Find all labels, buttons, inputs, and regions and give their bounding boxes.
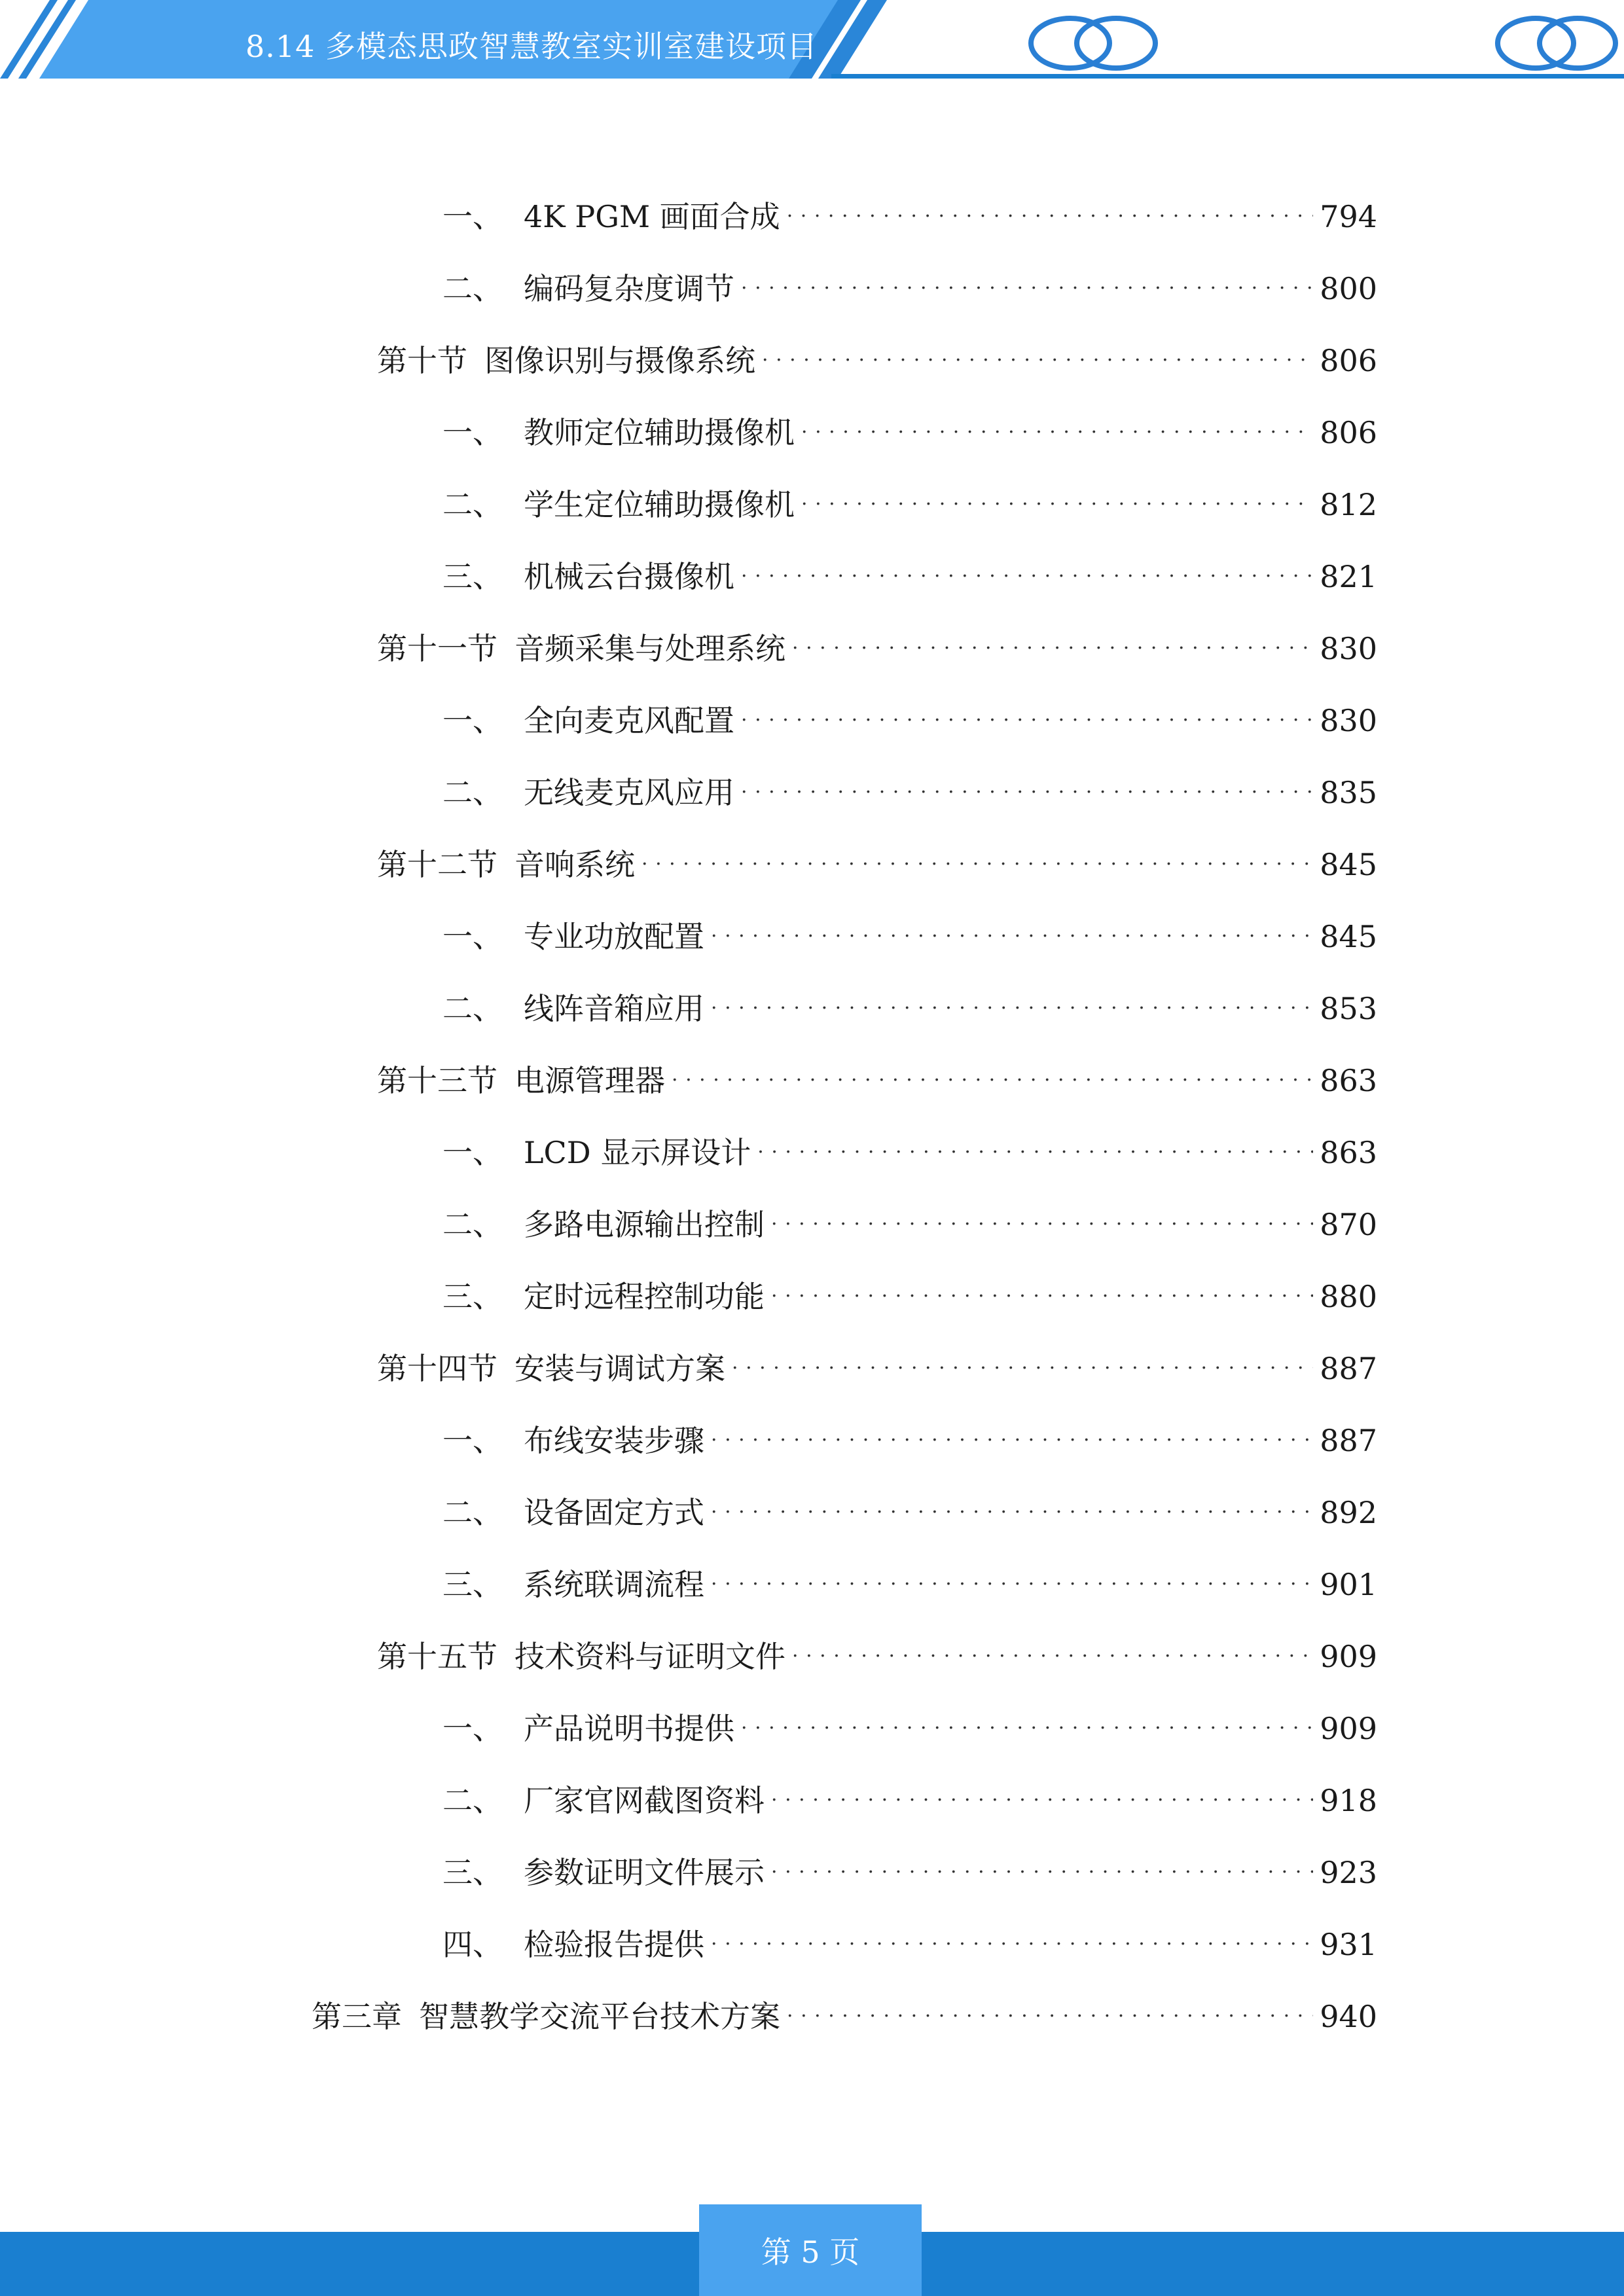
toc-entry-title: 4K PGM 画面合成 bbox=[524, 199, 780, 234]
toc-entry-page: 887 bbox=[1320, 1423, 1377, 1458]
toc-leader-dots bbox=[711, 987, 1313, 1030]
toc-entry-title: 定时远程控制功能 bbox=[524, 1279, 765, 1314]
toc-leader-dots bbox=[711, 1419, 1313, 1462]
toc-leader-dots bbox=[771, 1203, 1313, 1246]
toc-entry-number: 一、 bbox=[442, 703, 503, 738]
toc-entry[interactable] bbox=[442, 195, 1377, 238]
toc-entry-number: 一、 bbox=[442, 1135, 503, 1170]
toc-entry-page: 806 bbox=[1320, 343, 1377, 378]
toc-leader-dots bbox=[741, 699, 1313, 742]
toc-entry[interactable] bbox=[442, 1707, 1377, 1750]
toc-leader-dots bbox=[711, 1923, 1313, 1966]
page-number: 第 5 页 bbox=[699, 2204, 922, 2296]
toc-leader-dots bbox=[762, 339, 1313, 382]
toc-leader-dots bbox=[711, 915, 1313, 958]
toc-leader-dots bbox=[801, 483, 1313, 526]
toc-entry-number: 二、 bbox=[442, 1495, 503, 1530]
toc-entry-page: 892 bbox=[1320, 1495, 1377, 1530]
toc-entry[interactable] bbox=[442, 699, 1377, 742]
toc-leader-dots bbox=[771, 1779, 1313, 1822]
toc-entry[interactable] bbox=[377, 1059, 1377, 1102]
toc-leader-dots bbox=[741, 555, 1313, 598]
toc-leader-dots bbox=[771, 1275, 1313, 1318]
toc-entry[interactable] bbox=[442, 915, 1377, 958]
toc-entry-page: 863 bbox=[1320, 1135, 1377, 1170]
toc-entry-number: 一、 bbox=[442, 199, 503, 234]
toc-entry-page: 923 bbox=[1320, 1855, 1377, 1890]
toc-entry-title: 图像识别与摄像系统 bbox=[484, 343, 755, 378]
toc-entry[interactable] bbox=[442, 555, 1377, 598]
toc-entry[interactable] bbox=[312, 1995, 1377, 2038]
toc-entry-title: 无线麦克风应用 bbox=[524, 775, 734, 810]
toc-entry-page: 806 bbox=[1320, 415, 1377, 450]
toc-entry-number: 二、 bbox=[442, 487, 503, 522]
toc-entry[interactable] bbox=[442, 771, 1377, 814]
toc-entry-number: 一、 bbox=[442, 1711, 503, 1746]
toc-entry-page: 845 bbox=[1320, 919, 1377, 954]
toc-entry-number: 第十三节 bbox=[377, 1063, 497, 1098]
double-ring-logo-icon bbox=[1024, 12, 1165, 77]
toc-entry[interactable] bbox=[442, 1131, 1377, 1174]
toc-entry-number: 第十四节 bbox=[377, 1351, 497, 1386]
toc-entry[interactable] bbox=[442, 1275, 1377, 1318]
toc-entry[interactable] bbox=[442, 267, 1377, 310]
toc-entry-title: 布线安装步骤 bbox=[524, 1423, 704, 1458]
toc-entry-title: 检验报告提供 bbox=[524, 1927, 704, 1962]
toc-leader-dots bbox=[741, 771, 1313, 814]
toc-entry[interactable] bbox=[442, 1923, 1377, 1966]
toc-leader-dots bbox=[787, 195, 1314, 238]
toc-entry-number: 第十五节 bbox=[377, 1639, 497, 1674]
toc-entry[interactable] bbox=[377, 1635, 1377, 1678]
toc-entry-page: 830 bbox=[1320, 631, 1377, 666]
toc-entry-number: 一、 bbox=[442, 415, 503, 450]
toc-entry[interactable] bbox=[442, 1779, 1377, 1822]
toc-entry[interactable] bbox=[442, 1491, 1377, 1534]
toc-entry-title: 全向麦克风配置 bbox=[524, 703, 734, 738]
toc-entry[interactable] bbox=[442, 987, 1377, 1030]
toc-entry-number: 一、 bbox=[442, 1423, 503, 1458]
toc-leader-dots bbox=[711, 1563, 1313, 1606]
toc-leader-dots bbox=[771, 1851, 1313, 1894]
toc-entry-page: 863 bbox=[1320, 1063, 1377, 1098]
toc-entry-title: 机械云台摄像机 bbox=[524, 559, 734, 594]
toc-entry-title: 智慧教学交流平台技术方案 bbox=[419, 1999, 780, 2034]
toc-entry-title: 编码复杂度调节 bbox=[524, 271, 734, 306]
toc-entry-title: 安装与调试方案 bbox=[514, 1351, 725, 1386]
toc-entry-page: 835 bbox=[1320, 775, 1377, 810]
toc-entry-number: 二、 bbox=[442, 991, 503, 1026]
document-title: 8.14 多模态思政智慧教室实训室建设项目 bbox=[245, 29, 818, 64]
toc-entry-number: 二、 bbox=[442, 271, 503, 306]
toc-leader-dots bbox=[741, 267, 1313, 310]
toc-entry-title: LCD 显示屏设计 bbox=[524, 1135, 751, 1170]
toc-entry-number: 三、 bbox=[442, 1855, 503, 1890]
toc-entry-title: 音频采集与处理系统 bbox=[514, 631, 785, 666]
toc-entry[interactable] bbox=[377, 627, 1377, 670]
toc-entry-page: 931 bbox=[1320, 1927, 1377, 1962]
toc-entry[interactable] bbox=[442, 1203, 1377, 1246]
toc-entry-page: 830 bbox=[1320, 703, 1377, 738]
toc-entry-number: 三、 bbox=[442, 559, 503, 594]
toc-entry[interactable] bbox=[442, 1851, 1377, 1894]
toc-entry-page: 909 bbox=[1320, 1711, 1377, 1746]
toc-entry-title: 电源管理器 bbox=[514, 1063, 665, 1098]
toc-leader-dots bbox=[672, 1059, 1313, 1102]
toc-entry[interactable] bbox=[377, 1347, 1377, 1390]
toc-entry-page: 800 bbox=[1320, 271, 1377, 306]
toc-leader-dots bbox=[757, 1131, 1313, 1174]
toc-entry-page: 853 bbox=[1320, 991, 1377, 1026]
toc-entry-title: 教师定位辅助摄像机 bbox=[524, 415, 795, 450]
toc-leader-dots bbox=[792, 627, 1313, 670]
toc-entry-title: 厂家官网截图资料 bbox=[524, 1783, 765, 1818]
toc-entry-number: 二、 bbox=[442, 775, 503, 810]
toc-entry-title: 线阵音箱应用 bbox=[524, 991, 704, 1026]
toc-entry-number: 第三章 bbox=[312, 1999, 402, 2034]
toc-entry-title: 学生定位辅助摄像机 bbox=[524, 487, 795, 522]
toc-leader-dots bbox=[732, 1347, 1313, 1390]
toc-entry-title: 专业功放配置 bbox=[524, 919, 704, 954]
double-ring-logo-icon bbox=[1491, 12, 1622, 77]
toc-entry-title: 设备固定方式 bbox=[524, 1495, 704, 1530]
toc-entry[interactable] bbox=[377, 843, 1377, 886]
toc-entry-page: 821 bbox=[1320, 559, 1377, 594]
toc-leader-dots bbox=[792, 1635, 1313, 1678]
toc-entry-title: 产品说明书提供 bbox=[524, 1711, 734, 1746]
toc-entry[interactable] bbox=[442, 483, 1377, 526]
toc-entry-page: 901 bbox=[1320, 1567, 1377, 1602]
toc-entry-page: 887 bbox=[1320, 1351, 1377, 1386]
toc-entry-page: 812 bbox=[1320, 487, 1377, 522]
toc-entry-page: 845 bbox=[1320, 847, 1377, 882]
toc-entry-number: 四、 bbox=[442, 1927, 503, 1962]
toc-leader-dots bbox=[711, 1491, 1313, 1534]
toc-entry-page: 870 bbox=[1320, 1207, 1377, 1242]
page-header bbox=[0, 0, 1624, 92]
toc-entry-number: 第十节 bbox=[377, 343, 467, 378]
toc-leader-dots bbox=[801, 411, 1313, 454]
toc-entry-page: 794 bbox=[1320, 199, 1377, 234]
toc-entry-page: 918 bbox=[1320, 1783, 1377, 1818]
toc-entry[interactable] bbox=[442, 1563, 1377, 1606]
toc-entry-number: 第十二节 bbox=[377, 847, 497, 882]
toc-leader-dots bbox=[641, 843, 1313, 886]
toc-entry-title: 参数证明文件展示 bbox=[524, 1855, 765, 1890]
toc-entry-number: 三、 bbox=[442, 1279, 503, 1314]
toc-entry[interactable] bbox=[442, 411, 1377, 454]
toc-entry-title: 技术资料与证明文件 bbox=[514, 1639, 785, 1674]
toc-entry[interactable] bbox=[377, 339, 1377, 382]
toc-entry-page: 880 bbox=[1320, 1279, 1377, 1314]
toc-entry-number: 二、 bbox=[442, 1207, 503, 1242]
toc-leader-dots bbox=[741, 1707, 1313, 1750]
toc-entry-page: 940 bbox=[1320, 1999, 1377, 2034]
toc-entry-number: 第十一节 bbox=[377, 631, 497, 666]
toc-entry-number: 二、 bbox=[442, 1783, 503, 1818]
toc-entry-page: 909 bbox=[1320, 1639, 1377, 1674]
toc-entry-number: 一、 bbox=[442, 919, 503, 954]
toc-entry-title: 系统联调流程 bbox=[524, 1567, 704, 1602]
toc-leader-dots bbox=[787, 1995, 1313, 2038]
toc-entry[interactable] bbox=[442, 1419, 1377, 1462]
toc-entry-title: 音响系统 bbox=[514, 847, 635, 882]
toc-entry-number: 三、 bbox=[442, 1567, 503, 1602]
toc-entry-title: 多路电源输出控制 bbox=[524, 1207, 765, 1242]
